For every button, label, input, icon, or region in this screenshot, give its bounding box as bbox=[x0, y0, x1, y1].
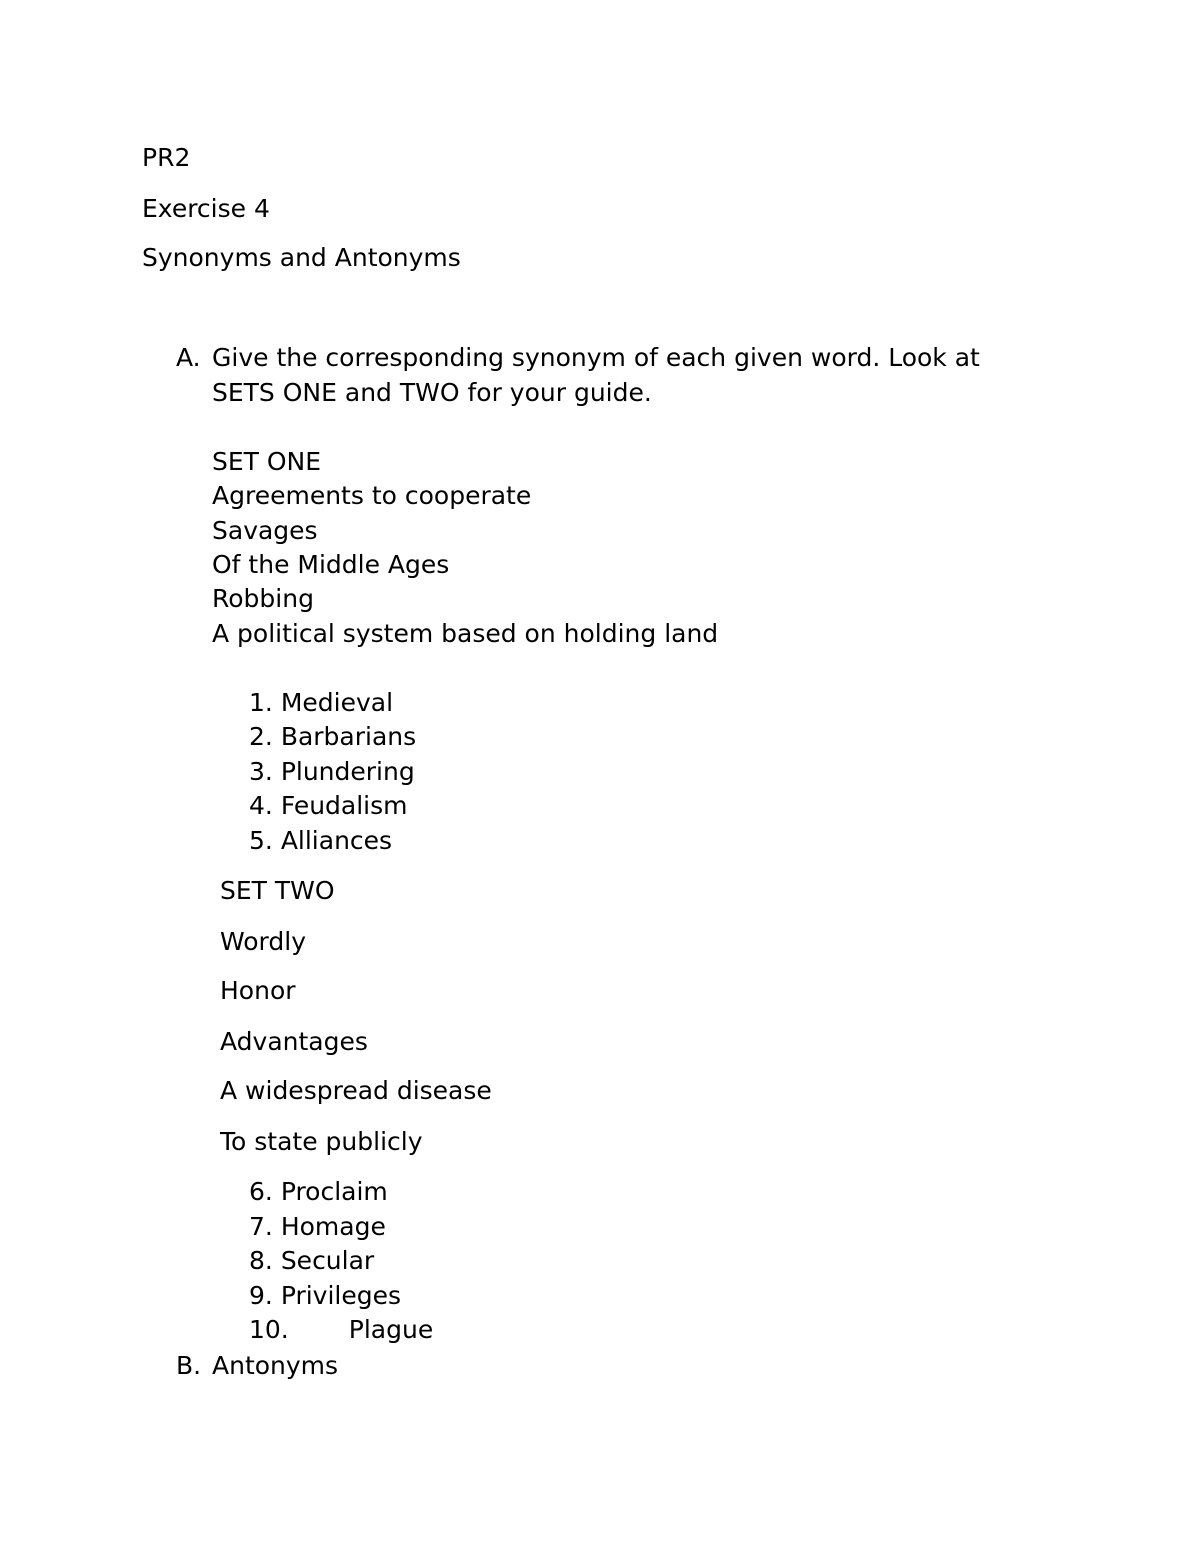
item-word: Plundering bbox=[280, 757, 415, 786]
set-two-definition: Wordly bbox=[220, 927, 306, 956]
item-number: 3. bbox=[249, 757, 273, 786]
item-word: Secular bbox=[280, 1246, 375, 1275]
set-one-item bbox=[249, 791, 408, 821]
item-word: Proclaim bbox=[280, 1177, 388, 1206]
item-word: Homage bbox=[280, 1212, 386, 1241]
item-word: Alliances bbox=[280, 826, 393, 855]
set-two-item bbox=[249, 1177, 388, 1207]
item-number: 9. bbox=[249, 1281, 273, 1310]
item-word: Privileges bbox=[280, 1281, 402, 1310]
set-one-item bbox=[249, 826, 392, 856]
section-b-title: Antonyms bbox=[212, 1351, 339, 1380]
set-one-definition: Robbing bbox=[212, 584, 314, 613]
item-word: Plague bbox=[348, 1315, 434, 1344]
set-one-item bbox=[249, 722, 416, 752]
set-one-definition: Of the Middle Ages bbox=[212, 550, 450, 579]
item-word: Feudalism bbox=[280, 791, 408, 820]
item-number: 10. bbox=[249, 1315, 289, 1344]
set-two-definition: To state publicly bbox=[220, 1127, 423, 1156]
set-one-definition: Savages bbox=[212, 516, 318, 545]
set-one-item bbox=[249, 757, 415, 787]
set-one-definition: Agreements to cooperate bbox=[212, 481, 532, 510]
set-two-item bbox=[249, 1281, 401, 1311]
item-word: Medieval bbox=[280, 688, 394, 717]
set-two-definition: Honor bbox=[220, 976, 296, 1005]
item-number: 1. bbox=[249, 688, 273, 717]
exercise-title: Exercise 4 bbox=[142, 194, 270, 223]
item-number: 2. bbox=[249, 722, 273, 751]
set-two-item bbox=[249, 1246, 374, 1276]
item-word: Barbarians bbox=[280, 722, 417, 751]
set-one-title: SET ONE bbox=[212, 447, 322, 476]
section-a-instruction-line1: Give the corresponding synonym of each given word. Look at bbox=[212, 343, 980, 372]
course-code: PR2 bbox=[142, 143, 191, 172]
set-two-item bbox=[249, 1212, 386, 1242]
item-number: 7. bbox=[249, 1212, 273, 1241]
item-number: 8. bbox=[249, 1246, 273, 1275]
set-two-item bbox=[249, 1315, 433, 1345]
set-one-item bbox=[249, 688, 393, 718]
set-two-title: SET TWO bbox=[220, 876, 335, 905]
item-number: 5. bbox=[249, 826, 273, 855]
section-a-instruction-line2: SETS ONE and TWO for your guide. bbox=[212, 378, 652, 407]
set-two-definition: A widespread disease bbox=[220, 1076, 492, 1105]
topic-title: Synonyms and Antonyms bbox=[142, 243, 461, 272]
set-one-definition: A political system based on holding land bbox=[212, 619, 719, 648]
section-b-marker: B. bbox=[176, 1351, 202, 1380]
item-number: 6. bbox=[249, 1177, 273, 1206]
set-two-definition: Advantages bbox=[220, 1027, 368, 1056]
section-a-marker: A. bbox=[176, 343, 201, 372]
item-number: 4. bbox=[249, 791, 273, 820]
